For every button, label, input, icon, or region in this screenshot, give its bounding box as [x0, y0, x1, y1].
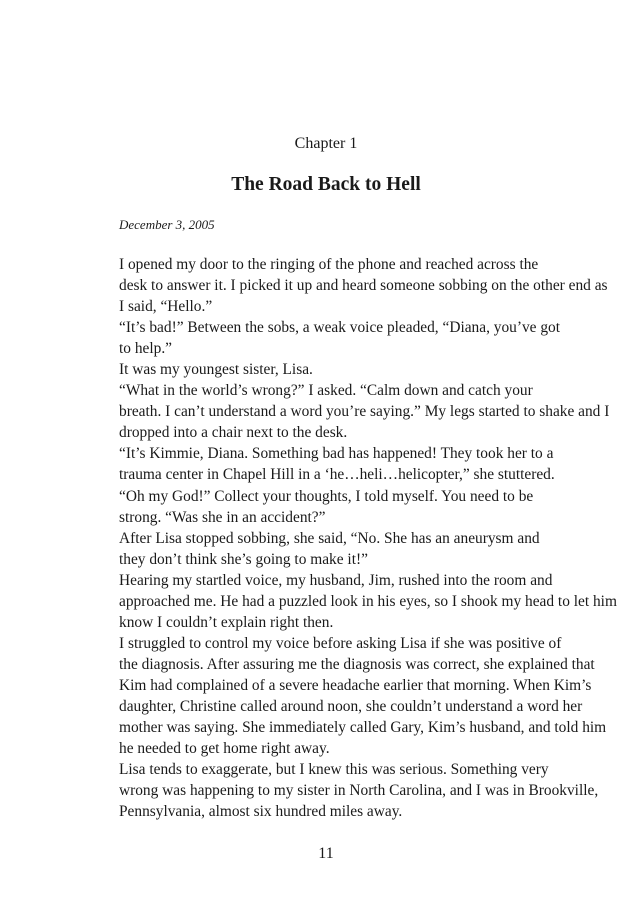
paragraph	[64, 254, 608, 317]
text-line: Pennsylvania, almost six hundred miles away.	[119, 803, 403, 821]
paragraph	[64, 443, 594, 485]
text-line: After Lisa stopped sobbing, she said, “No. She has an aneurysm and	[119, 529, 540, 547]
text-line: strong. “Was she in an accident?”	[119, 508, 326, 526]
text-line: I struggled to control my voice before asking Lisa if she was positive of	[119, 634, 562, 652]
text-line: mother was saying. She immediately called Gary, Kim’s husband, and told him	[119, 719, 607, 737]
paragraph	[64, 317, 594, 359]
text-line: wrong was happening to my sister in North Carolina, and I was in Brookville,	[119, 782, 599, 800]
text-line: know I couldn’t explain right then.	[119, 613, 334, 631]
text-line: he needed to get home right away.	[119, 740, 330, 758]
text-line: desk to answer it. I picked it up and heard someone sobbing on the other end as	[119, 277, 608, 295]
chapter-title: The Road Back to Hell	[231, 174, 421, 195]
text-line: the diagnosis. After assuring me the diagnosis was correct, she explained that	[119, 655, 595, 673]
text-line: Lisa tends to exaggerate, but I knew this was serious. Something very	[119, 761, 549, 779]
text-line: “It’s bad!” Between the sobs, a weak voice pleaded, “Diana, you’ve got	[119, 319, 561, 337]
text-line: daughter, Christine called around noon, she couldn’t understand a word her	[119, 697, 583, 715]
page-number: 11	[318, 845, 334, 862]
text-line: breath. I can’t understand a word you’re saying.” My legs started to shake and I	[119, 403, 610, 421]
text-line: I said, “Hello.”	[119, 298, 213, 316]
text-line: I opened my door to the ringing of the phone and reached across the	[119, 256, 539, 273]
text-line: they don’t think she’s going to make it!”	[119, 550, 368, 568]
text-line: Hearing my startled voice, my husband, Jim, rushed into the room and	[119, 571, 553, 589]
paragraph	[64, 570, 617, 633]
paragraph	[64, 380, 610, 443]
text-line: to help.”	[119, 340, 172, 358]
text-line: It was my youngest sister, Lisa.	[119, 361, 313, 379]
text-line: “Oh my God!” Collect your thoughts, I told myself. You need to be	[119, 487, 534, 505]
text-line: dropped into a chair next to the desk.	[119, 424, 348, 442]
text-line: “It’s Kimmie, Diana. Something bad has happened! They took her to a	[119, 445, 554, 463]
paragraph	[64, 528, 594, 570]
chapter-date: December 3, 2005	[119, 217, 215, 232]
chapter-label: Chapter 1	[294, 135, 358, 152]
paragraph	[64, 359, 594, 380]
paragraph	[64, 486, 594, 528]
chapter-body	[64, 254, 617, 822]
paragraph	[64, 633, 607, 759]
text-line: Kim had complained of a severe headache earlier that morning. When Kim’s	[119, 676, 592, 694]
text-line: trauma center in Chapel Hill in a ‘he…heli…helicopter,” she stuttered.	[119, 466, 555, 484]
text-line: approached me. He had a puzzled look in his eyes, so I shook my head to let him	[119, 592, 617, 610]
text-line: “What in the world’s wrong?” I asked. “Calm down and catch your	[119, 382, 533, 400]
paragraph	[64, 759, 599, 822]
